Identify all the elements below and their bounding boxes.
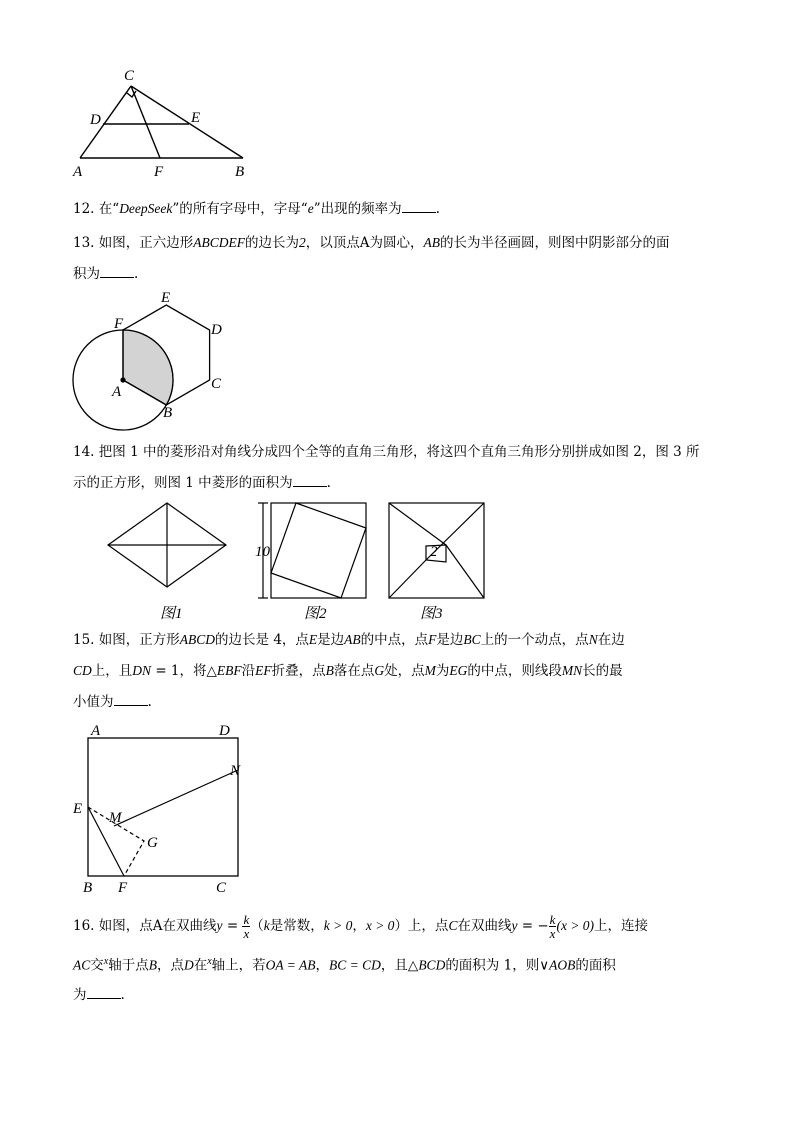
q13-hex: ABCDEF <box>193 235 246 250</box>
q15-1f: 上的一个动点，点 <box>480 632 589 648</box>
q16-aob: AOB <box>549 957 576 973</box>
q16-answer-blank <box>87 986 121 999</box>
question-16-line1 <box>73 911 648 941</box>
q15-1a: 如图，正方形 <box>94 632 180 648</box>
q16-1c: 是常数， <box>269 918 324 934</box>
q16-x-axis-2: x <box>207 956 212 967</box>
q14-end: . <box>326 475 331 491</box>
q14-text-2: 示的正方形，则图 1 中菱形的面积为 <box>73 475 293 491</box>
q11-label-d: D <box>90 112 101 128</box>
q12-text-c: ”出现的频率为 <box>313 201 402 217</box>
q16-bccd: BC = CD <box>329 957 381 973</box>
q16-number: 16. <box>73 918 95 934</box>
q13-text-2: 积为 <box>73 266 100 282</box>
q16-1d: ）上，点 <box>394 918 449 934</box>
q15-e: E <box>308 632 318 647</box>
q16-frac2-den: x <box>549 926 556 941</box>
q11-label-f: F <box>154 164 164 180</box>
q15-2c: 折叠，点 <box>271 663 326 679</box>
q14-fig2-caption: 图2 <box>304 606 327 622</box>
q15-b: B <box>325 663 334 678</box>
q15-2d: 落在点 <box>333 663 375 679</box>
q14-fig3-caption: 图3 <box>420 606 443 622</box>
q15-1c: 是边 <box>317 632 345 648</box>
q16-neg: = − <box>517 918 549 934</box>
q15-ef: EF <box>255 663 272 678</box>
q16-k: k <box>263 918 270 933</box>
q16-frac1-num: k <box>243 912 250 927</box>
q16-1b: （ <box>250 918 264 934</box>
q16-cond: (x > 0) <box>556 918 595 933</box>
q11-label-c: C <box>124 68 135 84</box>
q16-1f: 上，连接 <box>594 918 649 934</box>
q15-2e: 处，点 <box>384 663 425 679</box>
q16-b: B <box>148 957 157 973</box>
q15-label-c: C <box>216 880 227 896</box>
q13-label-b: B <box>163 405 173 421</box>
q15-square <box>88 738 238 876</box>
q15-1g: 在边 <box>597 632 625 648</box>
q13-text-1d: 的长为半径画圆，则图中阴影部分的面 <box>440 235 670 251</box>
q15-mn: MN <box>561 663 583 678</box>
q15-2b: 沿 <box>241 663 256 679</box>
q14-fig3-side-label: 2 <box>430 544 438 560</box>
q15-label-a: A <box>91 723 101 739</box>
q13-label-d: D <box>211 322 222 338</box>
q16-2d: 在 <box>193 957 208 974</box>
q15-label-n: N <box>230 763 241 779</box>
q15-2h: 长的最 <box>582 663 623 679</box>
q15-label-e: E <box>73 801 83 817</box>
q16-kgt: k > 0 <box>323 918 353 933</box>
q16-1e: 在双曲线 <box>457 918 512 934</box>
q16-ac: AC <box>73 957 91 973</box>
q15-label-d: D <box>219 723 230 739</box>
q16-xgt: x > 0 <box>365 918 395 933</box>
q15-label-b: B <box>83 880 93 896</box>
q15-bc: BC <box>463 632 481 647</box>
q16-2a: 交 <box>90 957 104 974</box>
q15-label-f: F <box>118 880 128 896</box>
q16-3: 为 <box>73 987 87 1003</box>
q13-ab: AB <box>423 235 441 250</box>
q15-label-m: M <box>109 810 122 826</box>
q16-end: . <box>120 987 125 1003</box>
q12-letter: e <box>307 201 314 216</box>
q11-label-b: B <box>235 164 245 180</box>
q16-1a: 如图，点A在双曲线 <box>94 918 217 934</box>
q16-frac2-num: k <box>549 912 556 927</box>
q15-1d: 的中点，点 <box>360 632 429 648</box>
q16-c: C <box>448 918 458 933</box>
q15-f: F <box>428 632 437 647</box>
q13-text-1c: ，以顶点A为圆心， <box>305 235 424 251</box>
q13-number: 13. <box>73 235 95 251</box>
question-16-line2 <box>73 952 616 976</box>
q16-y2: y <box>511 918 518 933</box>
q16-comma: ， <box>352 918 366 934</box>
q12-text-a: 在“ <box>94 201 120 217</box>
q12-brand: DeepSeek <box>119 201 173 216</box>
q15-3: 小值为 <box>73 694 114 710</box>
q15-1b: 的边长是 4，点 <box>215 632 309 648</box>
q12-end: . <box>435 201 440 217</box>
q16-2c: ，点 <box>156 957 184 974</box>
q16-2b: 轴于点 <box>108 957 149 974</box>
q11-label-a: A <box>73 164 83 180</box>
q14-number: 14. <box>73 444 95 460</box>
q13-end: . <box>134 266 139 282</box>
q15-2a: 上，且 <box>91 663 133 679</box>
q13-label-e: E <box>161 290 171 306</box>
q15-abcd: ABCD <box>179 632 216 647</box>
q16-x-axis-1: x <box>103 956 109 967</box>
q15-g: G <box>374 663 385 678</box>
q15-n: N <box>588 632 598 647</box>
q14-fig2-side-label: 10 <box>255 544 270 560</box>
q15-2f: 为 <box>435 663 450 679</box>
q16-2e: 轴上，若 <box>211 957 266 974</box>
q15-dn: DN <box>132 663 152 678</box>
q12-number: 12. <box>73 201 95 217</box>
q15-label-g: G <box>147 835 158 851</box>
q15-1e: 是边 <box>436 632 464 648</box>
q15-2g: 的中点，则线段 <box>467 663 562 679</box>
q15-2eq: = 1，将△ <box>151 663 217 679</box>
q15-ebf: EBF <box>216 663 242 678</box>
q13-label-c: C <box>211 376 222 392</box>
q13-text-1a: 如图，正六边形 <box>94 235 194 251</box>
q16-eq: = <box>222 918 243 934</box>
q16-2f: ，且△ <box>380 957 419 974</box>
q16-oaab: OA = AB <box>265 957 316 973</box>
q11-label-e: E <box>191 110 201 126</box>
q16-d: D <box>183 957 194 973</box>
q16-y1: y <box>216 918 223 933</box>
q13-text-1b: 的边长为 <box>245 235 300 251</box>
q16-2h: 的面积 <box>575 957 616 974</box>
q16-frac1-den: x <box>243 926 250 941</box>
q15-number: 15. <box>73 632 95 648</box>
q15-end: . <box>147 694 152 710</box>
q13-label-f: F <box>114 316 124 332</box>
q13-label-a: A <box>112 384 122 400</box>
q15-segment-mn <box>114 770 238 826</box>
q16-comma2: ， <box>315 957 330 974</box>
q14-text-1: 把图 1 中的菱形沿对角线分成四个全等的直角三角形，将这四个直角三角形分别拼成如图 2，图 3 所 <box>94 444 700 460</box>
q14-fig1-caption: 图1 <box>160 606 183 622</box>
q15-eg: EG <box>449 663 468 678</box>
q15-ab: AB <box>344 632 361 647</box>
q15-cd: CD <box>73 663 92 678</box>
question-16-line3 <box>73 985 125 1005</box>
q12-text-b: ”的所有字母中，字母“ <box>172 201 308 217</box>
q13-side: 2 <box>299 235 306 250</box>
q16-2g: 的面积为 1，则∨ <box>445 957 550 974</box>
q15-m: M <box>424 663 436 678</box>
q16-bcd: BCD <box>418 957 446 973</box>
